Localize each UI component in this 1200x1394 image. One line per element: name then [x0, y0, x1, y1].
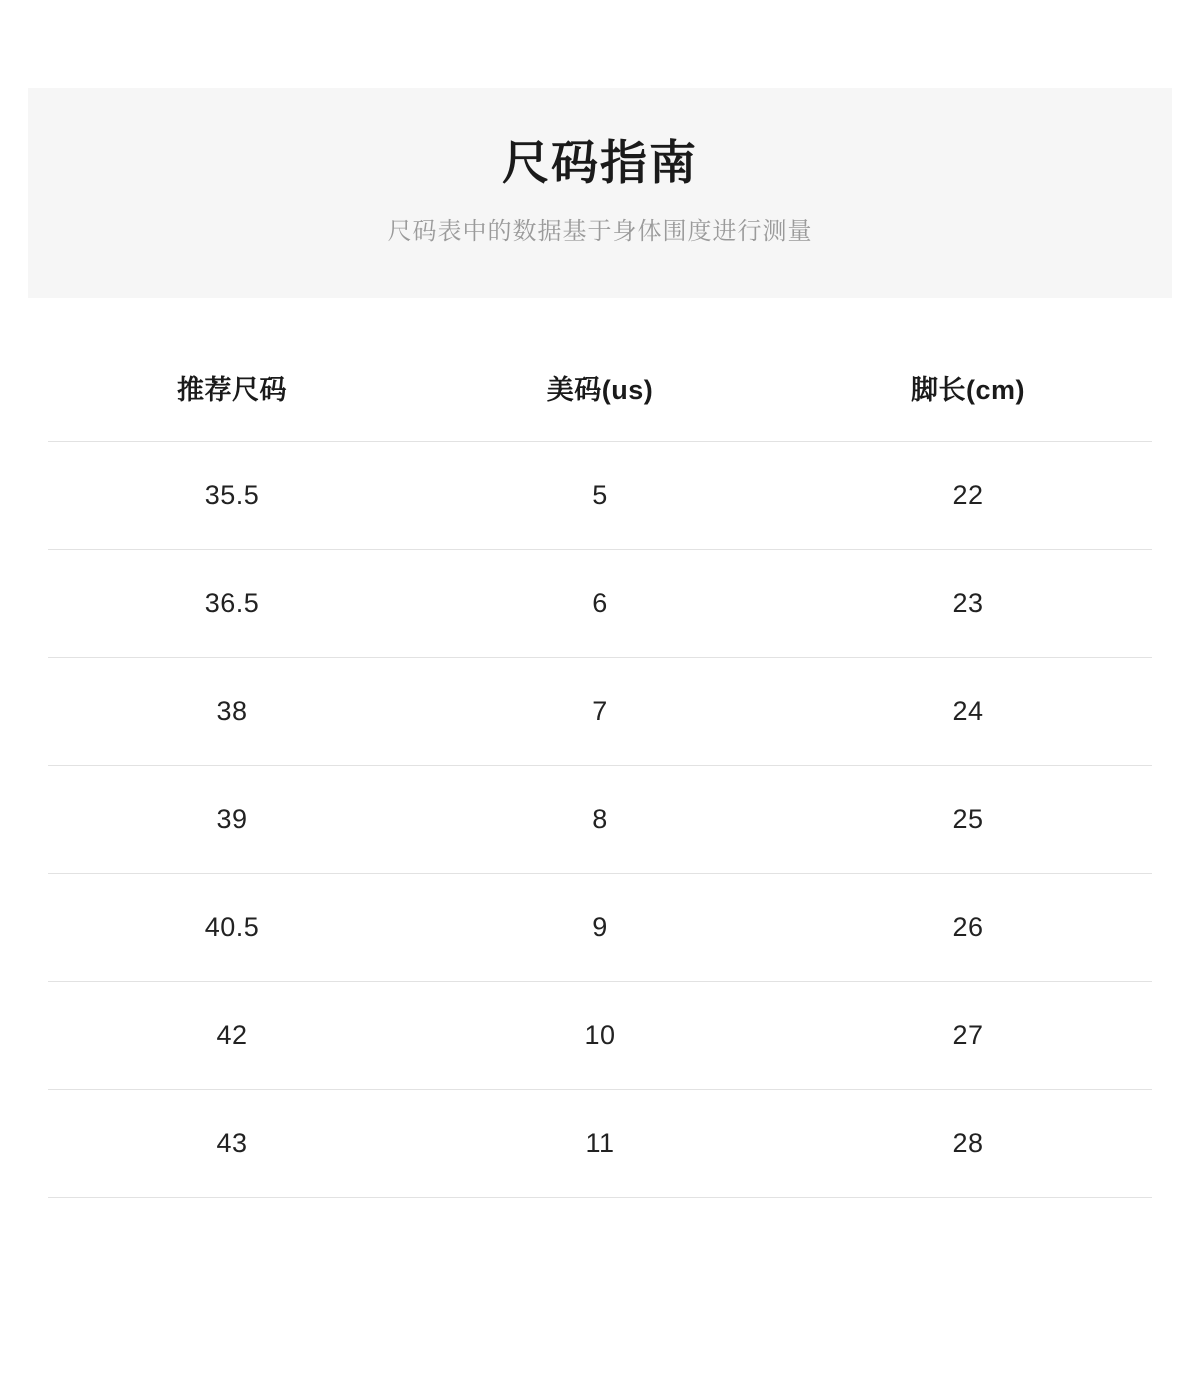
size-table: [48, 360, 1152, 1198]
table-row: [48, 766, 1152, 874]
size-table-container: [48, 360, 1152, 1198]
table-row: [48, 442, 1152, 550]
cell-foot-length: 23: [784, 550, 1152, 658]
page-title: 尺码指南: [502, 136, 698, 189]
table-row: [48, 550, 1152, 658]
cell-recommended-size: 42: [48, 982, 416, 1090]
cell-us-size: 11: [416, 1090, 784, 1198]
cell-foot-length: 27: [784, 982, 1152, 1090]
page-subtitle: 尺码表中的数据基于身体围度进行测量: [387, 217, 813, 245]
table-row: [48, 874, 1152, 982]
size-table-body: [48, 442, 1152, 1198]
table-header-row: [48, 360, 1152, 442]
cell-foot-length: 26: [784, 874, 1152, 982]
cell-us-size: 8: [416, 766, 784, 874]
size-table-head: [48, 360, 1152, 442]
cell-us-size: 9: [416, 874, 784, 982]
cell-recommended-size: 40.5: [48, 874, 416, 982]
size-guide-page: [0, 88, 1200, 1394]
column-header-foot-length: 脚长(cm): [910, 375, 1025, 406]
cell-recommended-size: 35.5: [48, 442, 416, 550]
table-row: [48, 982, 1152, 1090]
cell-foot-length: 22: [784, 442, 1152, 550]
cell-recommended-size: 36.5: [48, 550, 416, 658]
cell-us-size: 6: [416, 550, 784, 658]
size-guide-header: [28, 88, 1172, 298]
table-row: [48, 1090, 1152, 1198]
cell-us-size: 10: [416, 982, 784, 1090]
cell-recommended-size: 43: [48, 1090, 416, 1198]
cell-us-size: 5: [416, 442, 784, 550]
cell-recommended-size: 38: [48, 658, 416, 766]
cell-foot-length: 28: [784, 1090, 1152, 1198]
column-header-us-size: 美码(us): [546, 375, 654, 406]
column-header-recommended-size: 推荐尺码: [177, 375, 287, 406]
table-row: [48, 658, 1152, 766]
cell-us-size: 7: [416, 658, 784, 766]
cell-foot-length: 25: [784, 766, 1152, 874]
cell-recommended-size: 39: [48, 766, 416, 874]
cell-foot-length: 24: [784, 658, 1152, 766]
